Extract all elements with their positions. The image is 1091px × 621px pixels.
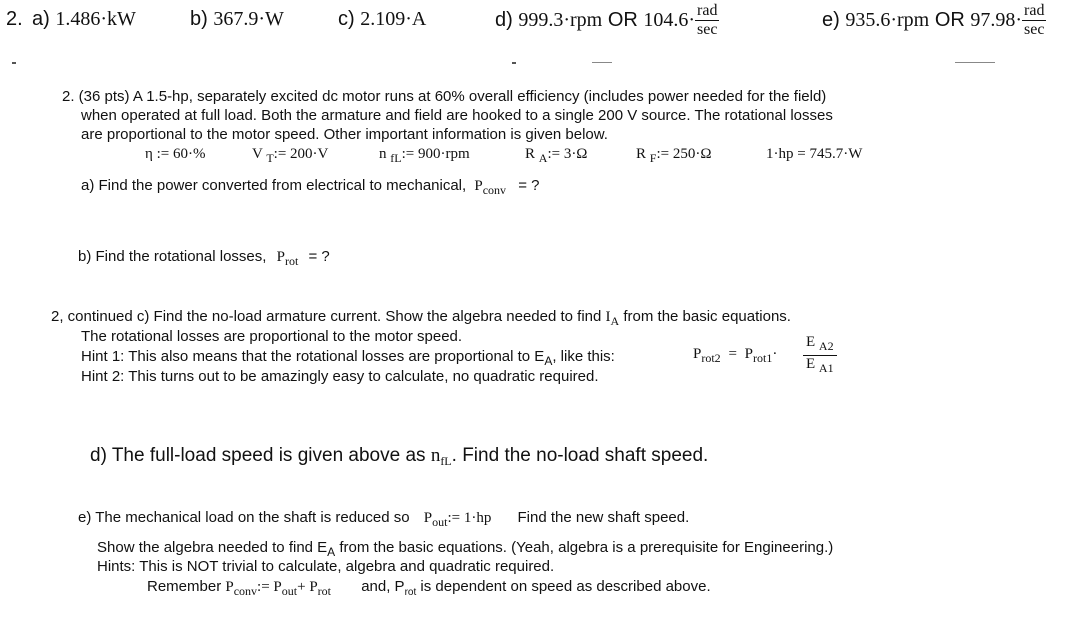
rad-unit-2: rad bbox=[1024, 2, 1045, 19]
answer-d-alt: 104.6· bbox=[643, 9, 696, 31]
part-e-line-1b: Find the new shaft speed. bbox=[517, 509, 690, 526]
part-d-tail: . Find the no-load shaft speed. bbox=[451, 445, 709, 466]
pconv-subscript: conv bbox=[233, 584, 258, 598]
part-c-line-1b: from the basic equations. bbox=[619, 308, 791, 325]
answer-prefix: 2. bbox=[6, 8, 23, 30]
answer-c-value: 2.109·A bbox=[360, 8, 427, 30]
answer-d bbox=[495, 2, 719, 39]
nfl-subscript: fL bbox=[390, 151, 402, 165]
answer-e-value: 935.6·rpm bbox=[845, 9, 930, 31]
part-e-line-1 bbox=[78, 509, 689, 530]
plus-prot: + P bbox=[297, 579, 318, 595]
answer-b-label: b) bbox=[190, 8, 208, 30]
part-a-text: a) Find the power converted from electrical to mechanical, bbox=[81, 177, 467, 194]
nfl-symbol-d: n bbox=[430, 445, 441, 466]
prot1-symbol: P bbox=[744, 346, 753, 363]
answer-d-value: 999.3·rpm bbox=[518, 9, 603, 31]
answer-a-value: 1.486·kW bbox=[55, 8, 136, 30]
part-d-text: d) The full-load speed is given above as bbox=[90, 445, 431, 466]
scan-artifact bbox=[592, 62, 612, 63]
rad-per-sec-fraction-2 bbox=[1022, 2, 1046, 39]
part-e-remember bbox=[147, 578, 711, 599]
nfl-symbol: n bbox=[379, 146, 387, 162]
part-b-equals: = ? bbox=[308, 248, 330, 265]
remember-label: Remember bbox=[147, 578, 222, 595]
ra-symbol: R bbox=[525, 146, 536, 162]
part-c-hint-1 bbox=[81, 348, 615, 368]
part-c-hint-2: Hint 2: This turns out to be amazingly easy to calculate, no quadratic required. bbox=[81, 368, 599, 385]
scan-artifact bbox=[12, 62, 16, 64]
vt-value: := 200·V bbox=[273, 146, 329, 162]
p-rot-symbol: P bbox=[276, 249, 285, 265]
problem-line-1: 2. (36 pts) A 1.5-hp, separately excited dc motor runs at 60% overall efficiency (includes power needed for the field) bbox=[62, 88, 827, 105]
ea1-symbol: E bbox=[806, 356, 816, 372]
ea2-subscript: A2 bbox=[818, 339, 834, 353]
ea2-numerator bbox=[803, 334, 837, 356]
rf-subscript: F bbox=[649, 151, 657, 165]
ia-symbol: I bbox=[605, 309, 611, 325]
answer-b bbox=[190, 8, 284, 31]
nfl-subscript-d: fL bbox=[440, 454, 452, 468]
part-b bbox=[78, 248, 330, 269]
hint-1-tail: , like this: bbox=[552, 348, 615, 365]
ea-ratio-fraction bbox=[803, 334, 837, 377]
problem-line-3: are proportional to the motor speed. Other important information is given below. bbox=[81, 126, 608, 143]
answer-e-or: OR bbox=[934, 9, 965, 31]
given-field-resistance bbox=[636, 146, 711, 166]
rf-symbol: R bbox=[636, 146, 647, 162]
part-e-line-2b: from the basic equations. (Yeah, algebra is a prerequisite for Engineering.) bbox=[335, 539, 834, 556]
part-e-line-2-subscript: A bbox=[327, 545, 336, 559]
part-d bbox=[90, 445, 708, 469]
p-rot-subscript: rot bbox=[284, 254, 299, 268]
given-terminal-voltage bbox=[252, 146, 328, 166]
ia-subscript: A bbox=[610, 314, 620, 328]
pout-subscript-2: out bbox=[281, 584, 298, 598]
pout-symbol: P bbox=[423, 510, 433, 526]
vt-symbol: V bbox=[252, 146, 263, 162]
and-tail: is dependent on speed as described above. bbox=[416, 578, 711, 595]
part-a-equals: = ? bbox=[518, 177, 540, 194]
prot-ratio-equation: $P_{rot2} = P_{rot1}\cdot$ bbox=[693, 346, 778, 365]
ea1-subscript: A1 bbox=[818, 361, 834, 375]
p-conv-symbol: P bbox=[474, 178, 483, 194]
part-c-line-1a: 2, continued c) Find the no-load armature current. Show the algebra needed to find bbox=[51, 308, 606, 325]
answer-a bbox=[32, 8, 136, 31]
pout-value: := 1·hp bbox=[447, 510, 492, 526]
assign-symbol: := P bbox=[257, 579, 282, 595]
part-e-line-3: Hints: This is NOT trivial to calculate, algebra and quadratic required. bbox=[97, 558, 555, 575]
prot-equals: = bbox=[728, 346, 737, 363]
part-a bbox=[81, 177, 539, 198]
sec-unit: sec bbox=[697, 21, 718, 38]
sec-unit-2: sec bbox=[1024, 21, 1045, 38]
answer-b-value: 367.9·W bbox=[213, 8, 284, 30]
answer-a-label: a) bbox=[32, 8, 50, 30]
part-e-line-1a: e) The mechanical load on the shaft is reduced so bbox=[78, 509, 410, 526]
given-hp-conversion: 1·hp = 745.7·W bbox=[766, 146, 863, 162]
rad-per-sec-fraction bbox=[695, 2, 719, 39]
pout-subscript: out bbox=[432, 515, 448, 529]
answer-d-label: d) bbox=[495, 9, 513, 31]
rad-unit: rad bbox=[697, 2, 718, 19]
given-armature-resistance bbox=[525, 146, 587, 166]
and-text: and, P bbox=[361, 578, 405, 595]
given-efficiency: η := 60·% bbox=[145, 146, 206, 162]
given-full-load-speed bbox=[379, 146, 470, 166]
answer-e-alt: 97.98· bbox=[970, 9, 1023, 31]
answer-c bbox=[338, 8, 426, 31]
problem-line-2: when operated at full load. Both the armature and field are hooked to a single 200 V source. The rotational losses bbox=[81, 107, 833, 124]
vt-subscript: T bbox=[266, 151, 274, 165]
answer-e-label: e) bbox=[822, 9, 840, 31]
ra-value: := 3·Ω bbox=[547, 146, 588, 162]
part-e-line-2a: Show the algebra needed to find E bbox=[97, 539, 328, 556]
ea2-symbol: E bbox=[806, 334, 816, 350]
ea1-denominator bbox=[803, 356, 837, 377]
ra-subscript: A bbox=[538, 151, 548, 165]
p-conv-subscript: conv bbox=[482, 183, 507, 197]
prot-subscript-2: rot bbox=[317, 584, 332, 598]
answer-e bbox=[822, 2, 1046, 39]
hint-1-text: Hint 1: This also means that the rotational losses are proportional to E bbox=[81, 348, 545, 365]
answer-c-label: c) bbox=[338, 8, 355, 30]
prot2-symbol: P bbox=[693, 346, 702, 363]
rf-value: := 250·Ω bbox=[656, 146, 712, 162]
part-b-text: b) Find the rotational losses, bbox=[78, 248, 267, 265]
pconv-symbol: P bbox=[225, 579, 234, 595]
nfl-value: := 900·rpm bbox=[401, 146, 470, 162]
scan-artifact bbox=[955, 62, 995, 63]
part-e-line-2 bbox=[97, 539, 833, 559]
part-c-line-1 bbox=[51, 308, 791, 329]
and-subscript: rot bbox=[404, 587, 417, 598]
prot2-subscript: rot2 bbox=[701, 351, 721, 365]
hint-1-subscript: A bbox=[544, 354, 553, 368]
prot1-subscript: rot1 bbox=[753, 351, 773, 365]
scan-artifact bbox=[512, 62, 516, 64]
part-c-line-2: The rotational losses are proportional to the motor speed. bbox=[81, 328, 463, 345]
answer-d-or: OR bbox=[607, 9, 638, 31]
